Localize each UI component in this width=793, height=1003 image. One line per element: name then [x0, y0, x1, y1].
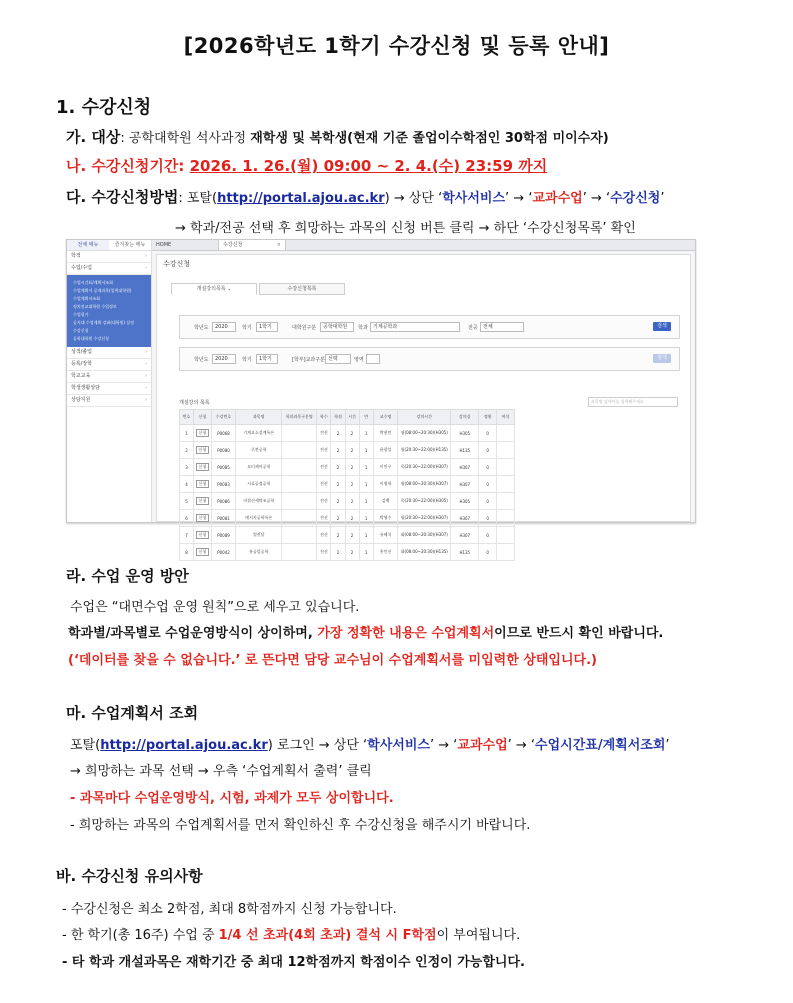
table-cell: H135: [451, 442, 479, 459]
table-cell: 기계요소설계특론: [236, 425, 282, 442]
table-cell: 1: [359, 544, 373, 561]
table-header-cell: 여석: [496, 410, 514, 425]
syllabus-text: ) 로그인 → 상단 ‘: [267, 738, 368, 753]
table-cell: P0089: [211, 527, 236, 544]
table-header-cell: 강의시간: [398, 410, 451, 425]
table-cell: 4: [180, 476, 194, 493]
target-text: : 공학대학원 석사과정: [120, 131, 251, 146]
table-cell: 2: [331, 527, 345, 544]
table-cell: 이영학: [373, 476, 398, 493]
period-value: 2026. 1. 26.(월) 09:00 ~ 2. 4.(수) 23:59 까지: [189, 157, 548, 175]
sidebar-item[interactable]: 등록/장학 ›: [67, 359, 151, 371]
portal-main: [152, 240, 695, 555]
table-header-cell: 정원: [479, 410, 497, 425]
table-cell: 1: [359, 476, 373, 493]
table-cell: 7: [180, 527, 194, 544]
table-header-cell: 학점: [331, 410, 345, 425]
table-cell: [496, 425, 514, 442]
sidebar-tab-all[interactable]: 전체 메뉴: [67, 240, 109, 250]
portal-link[interactable]: http://portal.ajou.ac.kr: [100, 738, 268, 753]
table-cell: [194, 476, 212, 493]
course-list-title: 개설강의 목록: [179, 400, 210, 406]
filter-label: 학년도: [194, 357, 209, 363]
method-line: [66, 186, 664, 207]
syllabus-line-4: - 희망하는 과목의 수업계획서를 먼저 확인하신 후 수강신청을 해주시기 바랍니다.: [70, 818, 531, 833]
period-line: [66, 155, 547, 176]
apply-button[interactable]: 신청: [196, 446, 210, 454]
table-cell: 2: [345, 493, 359, 510]
table-cell: 월(08:00~20:30)(H305): [398, 425, 451, 442]
table-cell: 전선: [317, 493, 331, 510]
table-cell: 월(08:00~20:30)(H307): [398, 476, 451, 493]
table-cell: [496, 493, 514, 510]
table-cell: [282, 442, 317, 459]
method-text: ) → 상단 ‘: [384, 191, 443, 206]
table-cell: H307: [451, 527, 479, 544]
sidebar-item[interactable]: 학적 ›: [67, 251, 151, 263]
table-cell: 2: [345, 442, 359, 459]
menu-syllabus: 수업시간표/계획서조회: [535, 738, 666, 753]
term-select[interactable]: 1학기: [256, 322, 278, 332]
table-cell: 1: [180, 425, 194, 442]
apply-button[interactable]: 신청: [196, 548, 210, 556]
table-cell: [282, 527, 317, 544]
notes-line-3: - 타 학과 개설과목은 재학기간 중 최대 12학점까지 학점이수 인정이 가능합니다.: [62, 955, 525, 970]
table-cell: [194, 544, 212, 561]
table-cell: P0085: [211, 459, 236, 476]
method-label: 다. 수강신청방법: [66, 188, 179, 206]
table-row: [180, 459, 515, 476]
apply-button[interactable]: 신청: [196, 514, 210, 522]
submenu-item[interactable]: 수업시간표/계획서조회: [73, 280, 113, 285]
table-cell: 2: [331, 459, 345, 476]
table-cell: [496, 442, 514, 459]
table-cell: [194, 527, 212, 544]
portal-screenshot: [66, 239, 696, 555]
enroll-panel: [156, 254, 691, 555]
table-cell: P0042: [211, 544, 236, 561]
table-cell: 5: [180, 493, 194, 510]
table-cell: [282, 510, 317, 527]
operation-highlight: 가장 정확한 내용은 수업계획서: [317, 626, 495, 641]
sidebar-item[interactable]: 학교교육 ›: [67, 371, 151, 383]
table-cell: 0: [479, 493, 497, 510]
division-select[interactable]: 선택: [325, 354, 351, 364]
submenu-item[interactable]: 정치진교대학원 수업정보: [73, 304, 117, 309]
term-select[interactable]: 1학기: [256, 354, 278, 364]
tab-enrolled-list[interactable]: 수강신청목록: [259, 283, 345, 295]
notes-highlight: 1/4 선 초과(4회 초과) 결석 시 F학점: [218, 928, 437, 943]
menu-academic-service: 학사서비스: [442, 191, 506, 206]
table-cell: 2: [331, 476, 345, 493]
submenu-item[interactable]: 공지대 수업계획 강좌(대학원) 설정: [73, 320, 135, 325]
table-header-cell: 시간: [345, 410, 359, 425]
table-cell: 월(20:30~22:00)(H135): [398, 442, 451, 459]
search-button[interactable]: 검색: [653, 322, 671, 331]
operation-line-1: 수업은 “대면수업 운영 원칙”으로 세우고 있습니다.: [70, 600, 360, 615]
table-cell: [282, 493, 317, 510]
search-button-disabled[interactable]: 검색: [653, 354, 671, 363]
table-cell: [496, 544, 514, 561]
method-text: ’ → ‘: [582, 191, 611, 206]
table-header-cell: 교수명: [373, 410, 398, 425]
table-header-cell: 학과과목구분명: [282, 410, 317, 425]
course-table: [179, 409, 515, 561]
syllabus-text: 포탈(: [70, 738, 101, 753]
target-bold: 재학생 및 복학생(현재 기준 졸업이수학점인 30학점 미이수자): [250, 131, 609, 146]
table-cell: P0086: [211, 493, 236, 510]
table-cell: [194, 425, 212, 442]
sidebar-submenu: [67, 275, 151, 347]
table-cell: 전선: [317, 459, 331, 476]
filter-label: 학기: [242, 325, 252, 331]
submenu-item[interactable]: 수업평가: [73, 312, 89, 317]
table-cell: [282, 544, 317, 561]
table-cell: 목(20:30~22:00)(H307): [398, 459, 451, 476]
table-cell: 6: [180, 510, 194, 527]
table-cell: 1: [359, 442, 373, 459]
submenu-item[interactable]: 수업계획서 공개과목(입력대학원): [73, 288, 132, 293]
target-label: 가. 대상: [66, 128, 121, 146]
sidebar-item[interactable]: 학생생활상담 ›: [67, 383, 151, 395]
table-cell: 화(08:00~20:30)(H135): [398, 544, 451, 561]
tab-open-courses[interactable]: [171, 283, 257, 295]
syllabus-line-2: → 희망하는 과목 선택 → 우측 ‘수업계획서 출력’ 클릭: [70, 764, 372, 779]
sidebar-item[interactable]: 성적/졸업 ›: [67, 347, 151, 359]
table-cell: 전선: [317, 527, 331, 544]
table-row: [180, 527, 515, 544]
table-cell: 이민구: [373, 459, 398, 476]
apply-button[interactable]: 신청: [196, 463, 210, 471]
table-cell: 열전달: [236, 527, 282, 544]
table-cell: 2: [331, 493, 345, 510]
table-row: [180, 493, 515, 510]
table-cell: 2: [331, 544, 345, 561]
table-cell: 1: [359, 493, 373, 510]
method-text: : 포탈(: [178, 191, 218, 206]
table-cell: 1: [359, 459, 373, 476]
table-row: [180, 510, 515, 527]
section-heading-operation: 라. 수업 운영 방안: [66, 567, 189, 585]
table-cell: [496, 476, 514, 493]
notes-text: - 한 학기(총 16주) 수업 중: [62, 928, 219, 943]
table-cell: 1: [359, 510, 373, 527]
table-cell: H307: [451, 510, 479, 527]
table-row: [180, 425, 515, 442]
submenu-item[interactable]: 공학대학원 수강신청: [73, 336, 110, 341]
table-cell: 2: [345, 476, 359, 493]
sidebar-item[interactable]: 수업/수업 ›: [67, 263, 151, 275]
table-cell: 전선: [317, 425, 331, 442]
syllabus-text: ’ → ‘: [507, 738, 536, 753]
operation-text: 이므로 반드시 확인 바랍니다.: [494, 626, 664, 641]
filter-label: 영역: [354, 357, 364, 363]
table-cell: 0: [479, 527, 497, 544]
table-cell: 2: [180, 442, 194, 459]
panel-title: 수강신청: [163, 260, 191, 268]
table-header-cell: 강의실: [451, 410, 479, 425]
table-cell: 2: [345, 544, 359, 561]
table-cell: [194, 459, 212, 476]
operation-text: 학과별/과목별로 수업운영방식이 상이하며,: [68, 626, 318, 641]
method-text: ’: [660, 191, 665, 206]
table-cell: 월(20:30~22:00)(H307): [398, 510, 451, 527]
submenu-item[interactable]: 수강신청: [73, 328, 89, 333]
table-header-cell: 수강번호: [211, 410, 236, 425]
table-cell: 메시지공학특론: [236, 510, 282, 527]
notes-text: 이 부여됩니다.: [436, 928, 521, 943]
table-cell: 0: [479, 544, 497, 561]
table-header-cell: 과목명: [236, 410, 282, 425]
table-cell: 2: [331, 425, 345, 442]
table-cell: 1: [359, 527, 373, 544]
table-cell: P0083: [211, 476, 236, 493]
table-cell: 화(08:00~20:30)(H307): [398, 527, 451, 544]
filter-label: 학과: [358, 325, 368, 331]
table-cell: 2: [345, 510, 359, 527]
table-cell: 전선: [317, 544, 331, 561]
table-cell: 모터제어공학: [236, 459, 282, 476]
table-cell: 유혜석: [373, 527, 398, 544]
method-text: ’ → ‘: [505, 191, 533, 206]
section-heading-enrollment: 1. 수강신청: [56, 97, 152, 118]
table-cell: 0: [479, 476, 497, 493]
table-header-cell: 신청: [194, 410, 212, 425]
table-cell: 비접선세탁조공학: [236, 493, 282, 510]
notes-line-1: - 수강신청은 최소 2학점, 최대 8학점까지 신청 가능합니다.: [62, 902, 397, 917]
apply-button[interactable]: 신청: [196, 429, 210, 437]
grad-select[interactable]: 공학대학원: [320, 322, 354, 332]
year-select[interactable]: 2020: [212, 322, 236, 332]
table-cell: 2: [331, 442, 345, 459]
syllabus-line-3: - 과목마다 수업운영방식, 시험, 과제가 모두 상이합니다.: [70, 791, 394, 806]
period-label: 나. 수강신청기간:: [66, 157, 190, 175]
table-cell: 0: [479, 425, 497, 442]
apply-button[interactable]: 신청: [196, 497, 210, 505]
course-search-input[interactable]: 과목명 검색어를 입력해주세요: [588, 397, 678, 407]
table-cell: 박영수: [373, 510, 398, 527]
operation-line-2: [68, 622, 663, 641]
table-cell: 전선: [317, 476, 331, 493]
table-cell: 2: [331, 510, 345, 527]
table-cell: H305: [451, 425, 479, 442]
table-cell: H307: [451, 476, 479, 493]
notes-line-2: [62, 924, 520, 943]
table-header-cell: 번호: [180, 410, 194, 425]
table-row: [180, 442, 515, 459]
sidebar-item[interactable]: 상담지원 ›: [67, 395, 151, 407]
chevron-down-icon: ⌄: [227, 286, 232, 292]
table-cell: 전선: [317, 510, 331, 527]
table-header-cell: 학수: [317, 410, 331, 425]
year-select[interactable]: 2020: [212, 354, 236, 364]
menu-enroll: 수강신청: [610, 191, 661, 206]
table-header-cell: 반: [359, 410, 373, 425]
filter-label: 학년도: [194, 325, 209, 331]
table-cell: [194, 493, 212, 510]
table-cell: 목(20:30~22:00)(H305): [398, 493, 451, 510]
table-cell: 김백: [373, 493, 398, 510]
table-cell: 유공압공학: [236, 544, 282, 561]
area-select[interactable]: [366, 354, 380, 364]
tab-home[interactable]: HOME: [152, 240, 219, 250]
filter-label: 대학원구분: [292, 325, 317, 331]
tab-enroll[interactable]: [219, 240, 286, 250]
syllabus-text: ’ → ‘: [429, 738, 458, 753]
search-filter-1: [179, 315, 680, 339]
table-cell: 시료공정공학: [236, 476, 282, 493]
major-select[interactable]: 전체: [480, 322, 524, 332]
submenu-item[interactable]: 수업계획서조회: [73, 296, 101, 301]
table-cell: 전선: [317, 442, 331, 459]
table-cell: H135: [451, 544, 479, 561]
filter-label: [학부]교과구분: [292, 357, 325, 363]
filter-label: 학기: [242, 357, 252, 363]
table-cell: 3: [180, 459, 194, 476]
table-cell: 0: [479, 442, 497, 459]
table-cell: 8: [180, 544, 194, 561]
menu-course: 교과수업: [457, 738, 508, 753]
dept-select[interactable]: 기계공학과: [370, 322, 460, 332]
table-cell: 2: [345, 527, 359, 544]
table-cell: [496, 510, 514, 527]
search-filter-2: [179, 347, 680, 371]
close-icon[interactable]: ×: [276, 242, 281, 248]
filter-label: 전공: [468, 325, 478, 331]
table-cell: [282, 425, 317, 442]
table-row: [180, 476, 515, 493]
table-cell: P0080: [211, 442, 236, 459]
table-cell: [282, 476, 317, 493]
apply-button[interactable]: 신청: [196, 480, 210, 488]
table-cell: [194, 442, 212, 459]
menu-course: 교과수업: [532, 191, 583, 206]
table-cell: 0: [479, 510, 497, 527]
operation-line-3: (‘데이터를 찾을 수 없습니다.’ 로 뜬다면 담당 교수님이 수업계획서를 미입력한 상태입니다.): [68, 653, 597, 668]
table-cell: 윤광섭: [373, 442, 398, 459]
page-title: [2026학년도 1학기 수강신청 및 등록 안내]: [183, 34, 610, 58]
table-cell: 2: [345, 425, 359, 442]
portal-sidebar: [67, 240, 152, 522]
tab-open-courses-label: 개설강의목록: [196, 286, 226, 292]
section-heading-notes: 바. 수강신청 유의사항: [56, 867, 203, 885]
table-cell: 박현민: [373, 425, 398, 442]
target-line: [66, 126, 609, 147]
table-cell: H307: [451, 459, 479, 476]
method-line-2: → 학과/전공 선택 후 희망하는 과목의 신청 버튼 클릭 → 하단 ‘수강신청목록’ 확인: [175, 221, 636, 236]
portal-link[interactable]: http://portal.ajou.ac.kr: [217, 191, 385, 206]
apply-button[interactable]: 신청: [196, 531, 210, 539]
table-cell: [282, 459, 317, 476]
table-cell: 2: [345, 459, 359, 476]
syllabus-text: ’: [665, 738, 670, 753]
table-cell: [496, 527, 514, 544]
menu-academic-service: 학사서비스: [367, 738, 430, 753]
table-cell: 1: [359, 425, 373, 442]
table-cell: P0068: [211, 425, 236, 442]
table-cell: 로봇공학: [236, 442, 282, 459]
tab-enroll-label: 수강신청: [223, 242, 243, 248]
table-row: [180, 544, 515, 561]
table-cell: 0: [479, 459, 497, 476]
table-cell: 홍인선: [373, 544, 398, 561]
table-cell: [194, 510, 212, 527]
sidebar-tab-favorites[interactable]: 즐겨찾는 메뉴: [114, 242, 146, 248]
section-heading-syllabus: 마. 수업계획서 조회: [66, 704, 199, 722]
table-cell: [496, 459, 514, 476]
table-cell: H305: [451, 493, 479, 510]
table-cell: P0081: [211, 510, 236, 527]
syllabus-line-1: [70, 734, 670, 753]
